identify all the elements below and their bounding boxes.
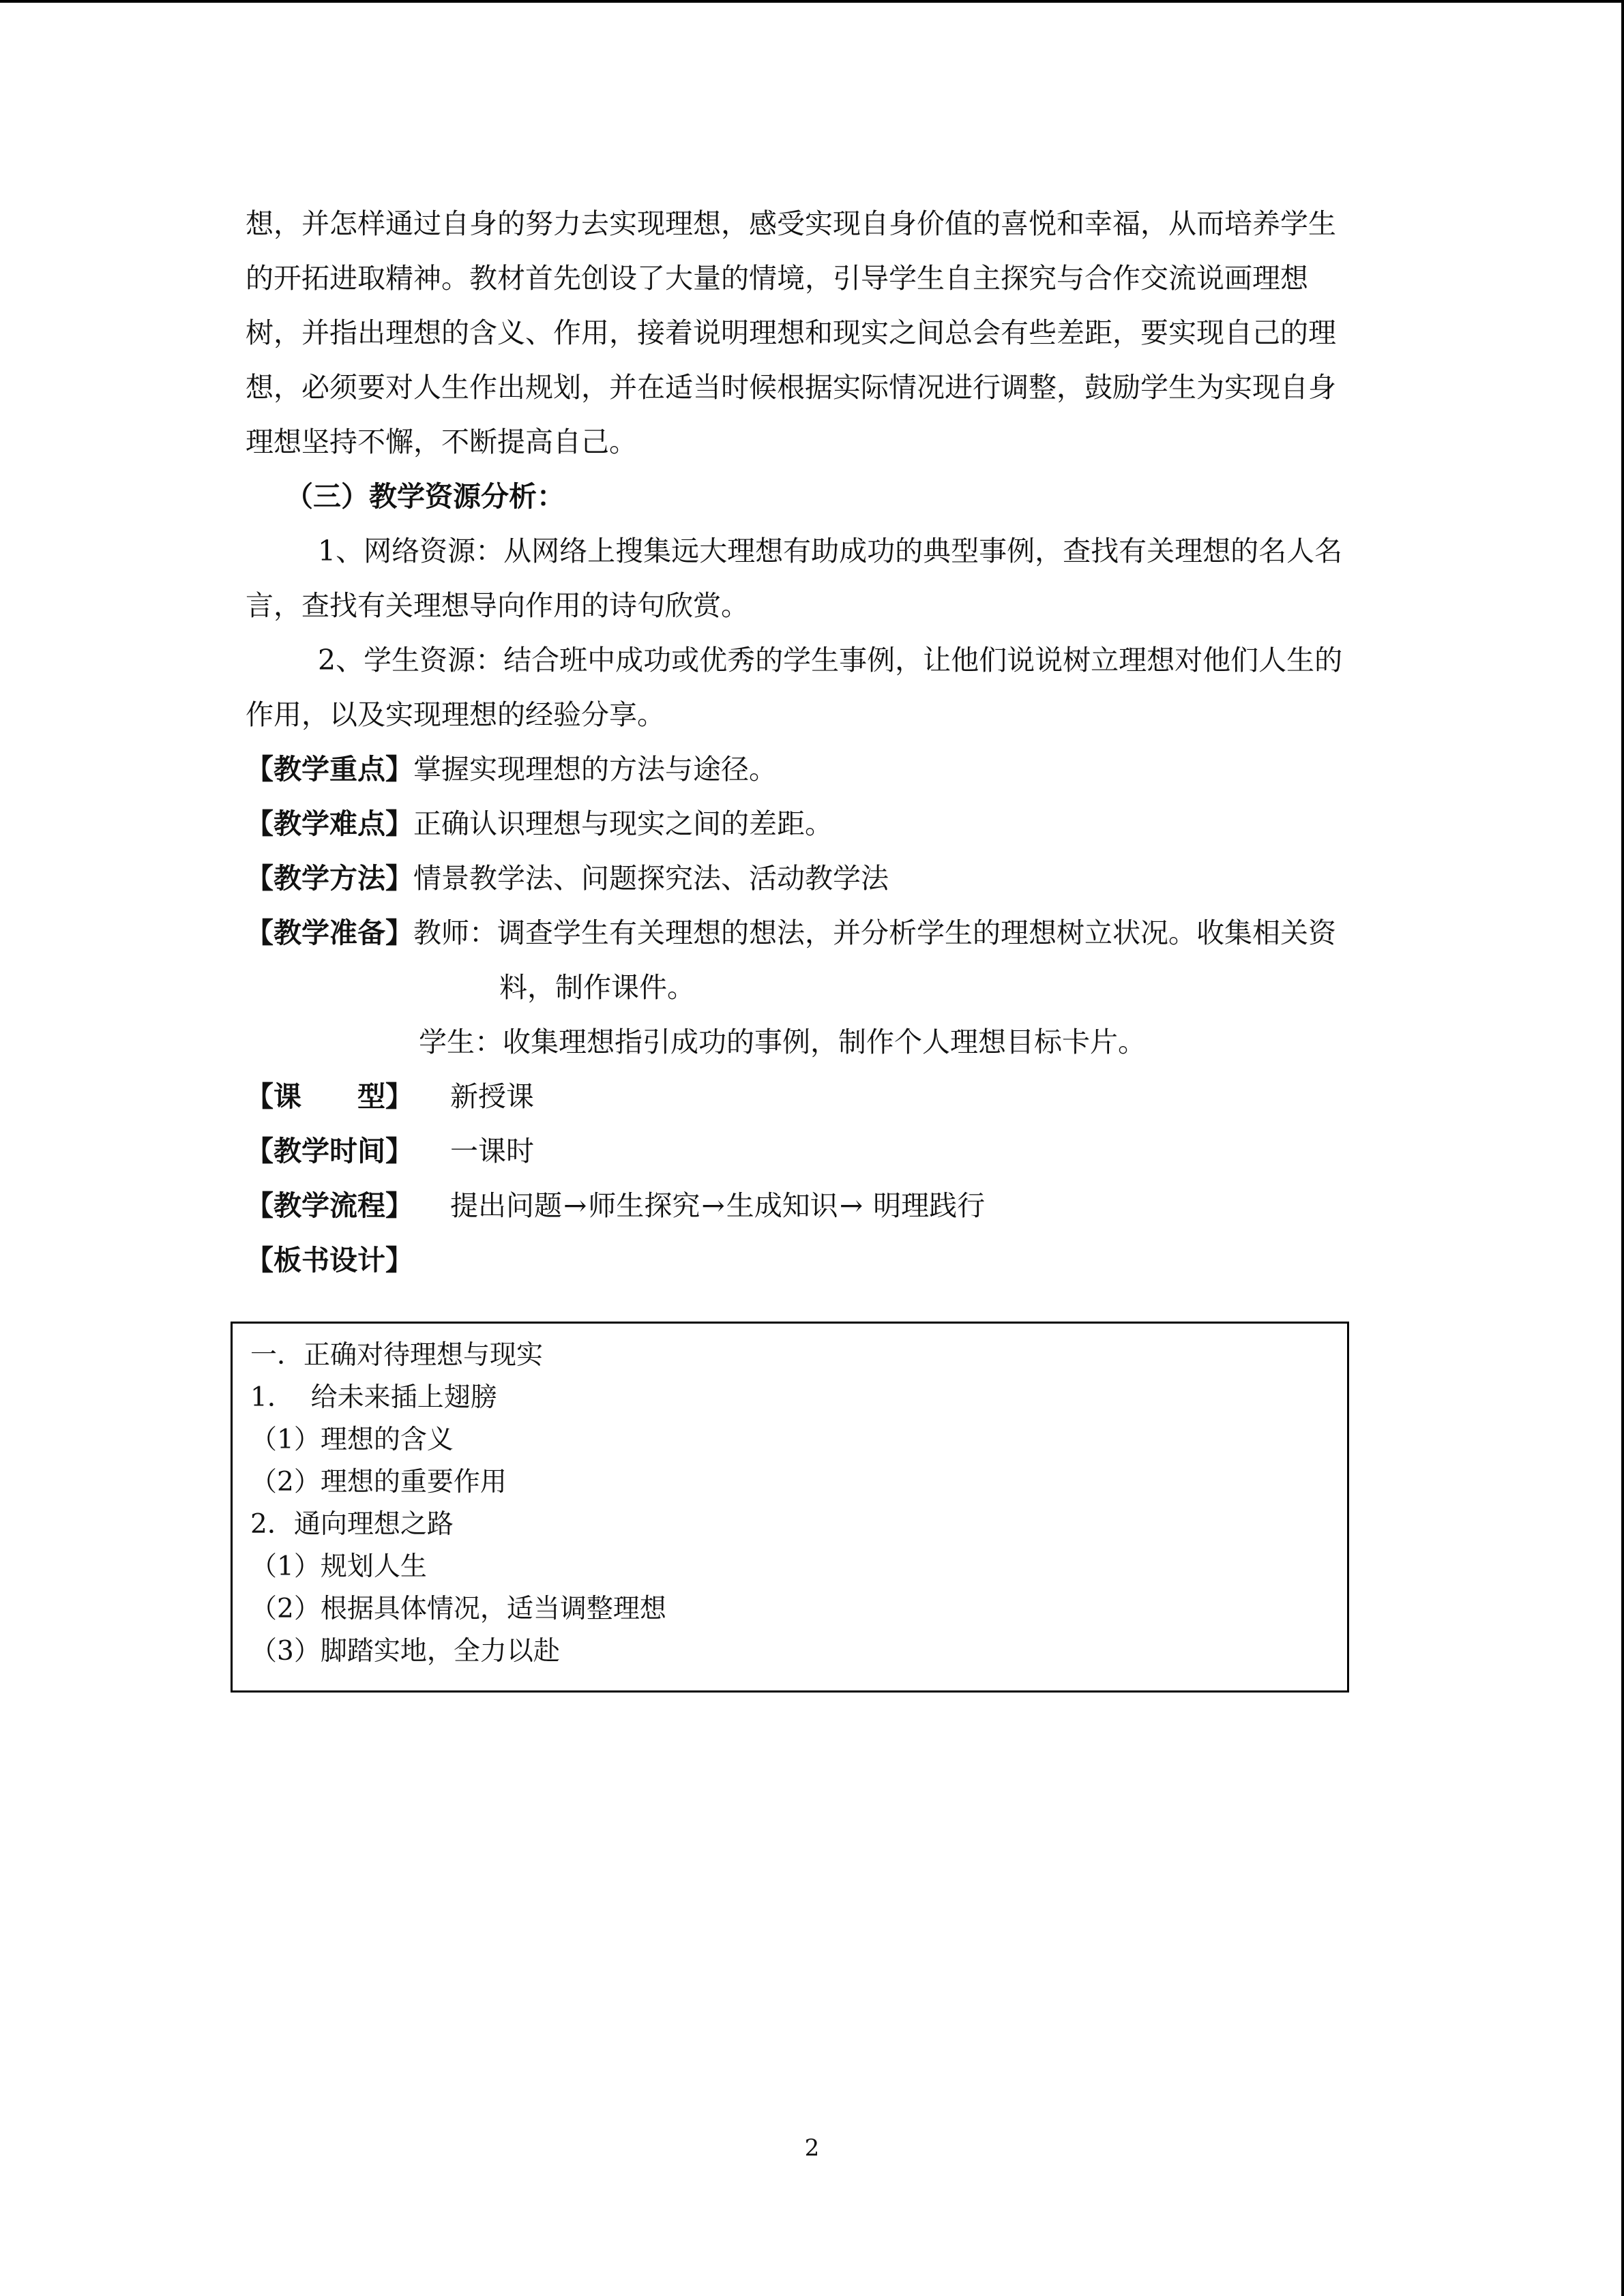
field-label: 【教学方法】 [246,862,413,895]
prep-teacher-row [246,906,1364,960]
field-label: 【教学重点】 [246,753,413,786]
resource-line: 2、学生资源：结合班中成功或优秀的学生事例，让他们说说树立理想对他们人生的 [318,644,1343,676]
field-value: 正确认识理想与现实之间的差距。 [413,807,833,840]
board-line: （1）理想的含义 [250,1425,454,1455]
field-label: 【教学时间】 [246,1135,413,1167]
field-value: 一课时 [450,1135,534,1167]
board-line: （2）理想的重要作用 [250,1467,507,1497]
resource-item-students [246,633,1364,742]
flow-step: 明理践行 [864,1189,986,1222]
field-preparation [246,906,1364,1069]
arrow-right-icon: → [563,1189,587,1222]
page-content [246,196,1364,1287]
field-label: 【板书设计】 [246,1244,413,1277]
right-border-line [1621,0,1624,2296]
field-time [246,1124,1364,1178]
field-label: 【教学准备】 [246,916,413,949]
field-label: 【教学流程】 [246,1189,413,1222]
field-label: 【课 型】 [246,1080,413,1113]
resource-item-network [246,524,1364,633]
prep-teacher-line1: 教师：调查学生有关理想的想法，并分析学生的理想树立状况。收集相关资 [413,916,1336,949]
flow-steps [447,1189,985,1222]
intro-line: 想，必须要对人生作出规划，并在适当时候根据实际情况进行调整，鼓励学生为实现自身 [246,371,1336,404]
resource-line: 1、网络资源：从网络上搜集远大理想有助成功的典型事例，查找有关理想的名人名 [318,535,1343,567]
field-difficulty [246,796,1364,851]
intro-line: 想，并怎样通过自身的努力去实现理想，感受实现自身价值的喜悦和幸福，从而培养学生 [246,207,1336,240]
page-number: 2 [804,2134,820,2162]
flow-step: 师生探究 [588,1189,700,1222]
arrow-right-icon: → [839,1189,863,1222]
board-line: 一．正确对待理想与现实 [250,1340,544,1371]
intro-paragraph [246,196,1364,469]
board-line: （3）脚踏实地，全力以赴 [250,1636,560,1667]
board-line: 1． 给未来插上翅膀 [250,1382,497,1413]
top-border-line [0,0,1624,3]
field-board-design [246,1233,1364,1287]
board-line: 2．通向理想之路 [250,1509,454,1540]
resources-heading: （三）教学资源分析： [285,480,565,513]
field-key-point [246,742,1364,796]
intro-line: 理想坚持不懈，不断提高自己。 [246,426,637,458]
field-method [246,851,1364,906]
intro-line: 的开拓进取精神。教材首先创设了大量的情境，引导学生自主探究与合作交流说画理想 [246,262,1308,295]
resource-line: 言，查找有关理想导向作用的诗句欣赏。 [246,589,749,622]
board-line: （2）根据具体情况，适当调整理想 [250,1594,666,1624]
board-line: （1）规划人生 [250,1551,427,1582]
field-flow [246,1178,1364,1233]
field-value: 掌握实现理想的方法与途径。 [413,753,777,786]
arrow-right-icon: → [701,1189,725,1222]
flow-step: 生成知识 [726,1189,838,1222]
prep-teacher-line2: 料，制作课件。 [499,971,695,1004]
board-design-box [231,1322,1349,1693]
field-label: 【教学难点】 [246,807,413,840]
intro-line: 树，并指出理想的含义、作用，接着说明理想和现实之间总会有些差距，要实现自己的理 [246,316,1336,349]
field-lesson-type [246,1069,1364,1124]
resource-line: 作用，以及实现理想的经验分享。 [246,698,665,731]
field-value: 情景教学法、问题探究法、活动教学法 [413,862,889,895]
prep-student-line: 学生：收集理想指引成功的事例，制作个人理想目标卡片。 [419,1026,1146,1058]
flow-step: 提出问题 [450,1189,562,1222]
field-value: 新授课 [450,1080,534,1113]
